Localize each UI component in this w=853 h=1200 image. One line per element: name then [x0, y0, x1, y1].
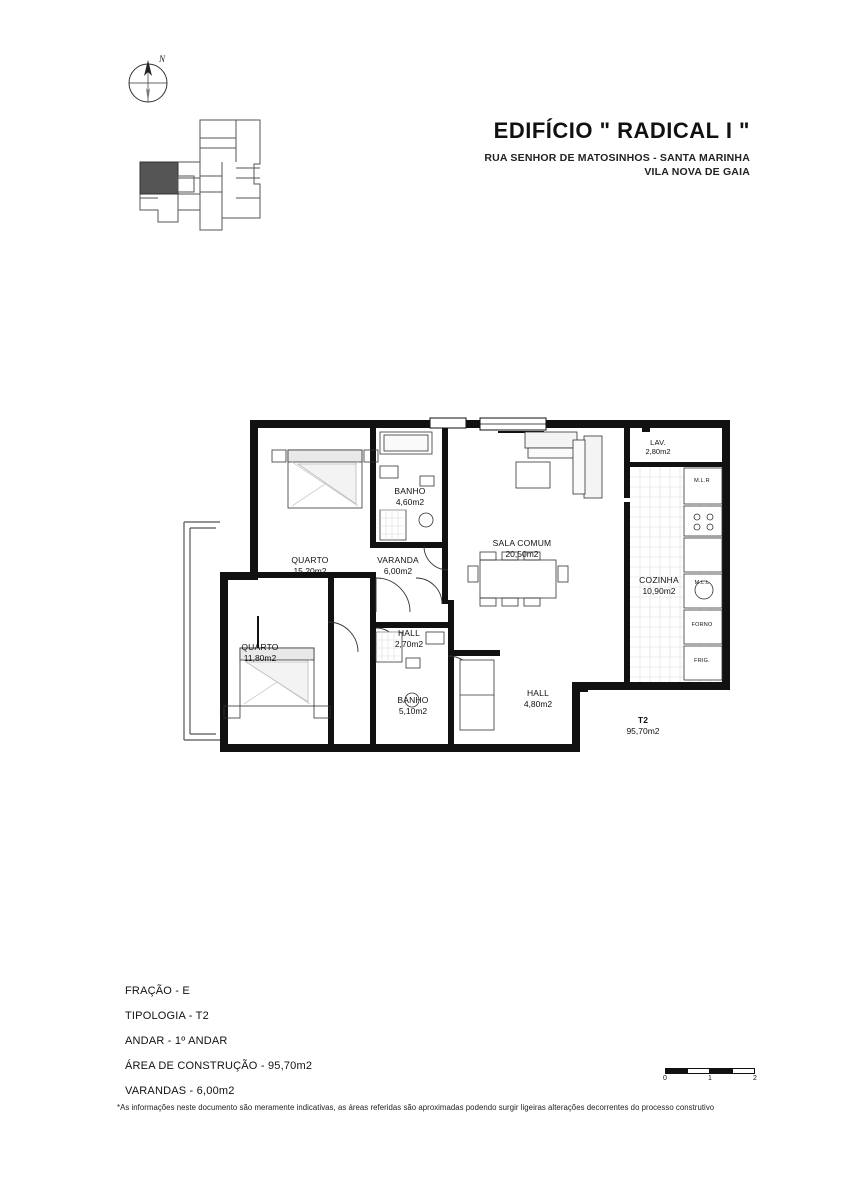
- room-label-hall-1: HALL 2,70m2: [394, 628, 424, 649]
- room-label-quarto-2: QUARTO 11,80m2: [241, 642, 279, 663]
- title-block: [430, 118, 750, 178]
- disclaimer-note: *As informações neste documento são meramente indicativas, as áreas referidas são aproximadas podendo surgir ligeiras alterações decorrentes do processo construtivo: [117, 1103, 715, 1112]
- info-tipologia: TIPOLOGIA - T2: [125, 1010, 209, 1022]
- scale-tick-2: 2: [753, 1075, 757, 1082]
- building-title: EDIFÍCIO " RADICAL I ": [493, 118, 750, 143]
- appliance-label-mlr: M.L.R: [694, 478, 710, 484]
- room-label-banho-1: BANHO 4,60m2: [394, 486, 426, 507]
- fraction-info-block: [125, 985, 545, 1110]
- scale-bar: [665, 1068, 760, 1086]
- key-plan-diagram: [138, 118, 268, 238]
- info-fracao: FRAÇÃO - E: [125, 985, 190, 997]
- room-label-quarto-1: QUARTO 15,20m2: [291, 555, 329, 576]
- appliance-label-forno: FORNO: [691, 622, 713, 628]
- info-area-construcao: ÁREA DE CONSTRUÇÃO - 95,70m2: [125, 1060, 313, 1072]
- room-label-hall-2: HALL 4,80m2: [523, 688, 553, 709]
- apartment-floor-plan: [180, 410, 740, 780]
- svg-text:N: N: [159, 54, 166, 64]
- address-line-2: VILA NOVA DE GAIA: [644, 166, 750, 178]
- room-label-cozinha: COZINHA 10,90m2: [639, 575, 679, 596]
- scale-tick-1: 1: [708, 1075, 712, 1082]
- scale-tick-0: 0: [663, 1075, 667, 1082]
- room-label-tipologia-total: T2 95,70m2: [626, 715, 660, 736]
- compass-rose-icon: [122, 50, 180, 108]
- room-label-varanda: VARANDA 6,00m2: [377, 555, 419, 576]
- appliance-label-mll: M.L.L: [694, 580, 710, 586]
- address-line-1: RUA SENHOR DE MATOSINHOS - SANTA MARINHA: [484, 152, 750, 164]
- room-label-banho-2: BANHO 5,10m2: [397, 695, 429, 716]
- room-label-sala-comum: SALA COMUM 20,50m2: [492, 538, 552, 559]
- info-varandas: VARANDAS - 6,00m2: [125, 1085, 235, 1097]
- info-andar: ANDAR - 1º ANDAR: [125, 1035, 228, 1047]
- appliance-label-frigorifico: FRIG.: [694, 658, 710, 664]
- room-label-lavandaria: LAV. 2,80m2: [645, 438, 671, 457]
